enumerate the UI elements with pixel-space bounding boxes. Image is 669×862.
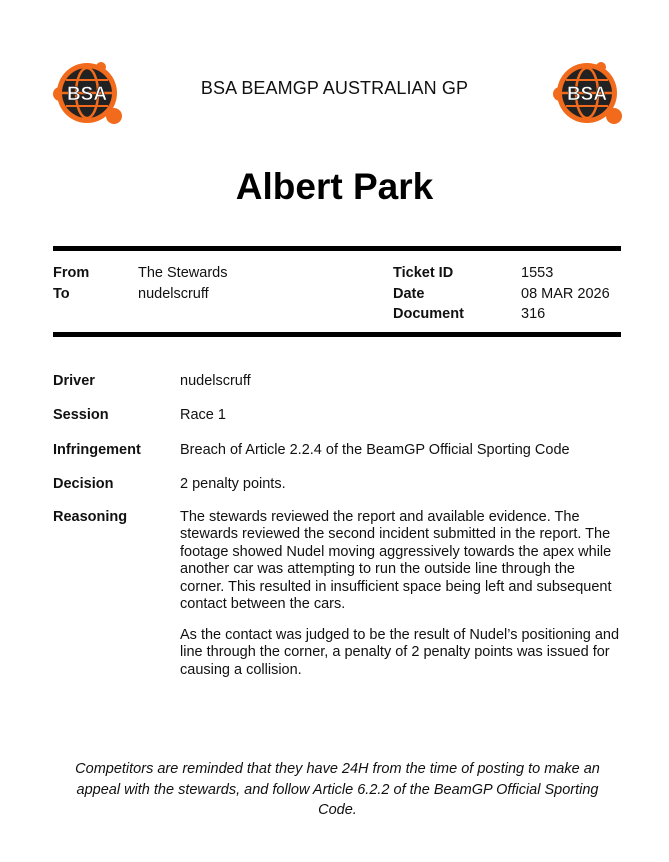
top-divider <box>53 246 621 251</box>
date-row <box>393 284 610 305</box>
driver-label: Driver <box>53 373 95 389</box>
decision-row <box>53 476 621 509</box>
logo-text: BSA <box>566 84 608 105</box>
document-value: 316 <box>521 306 546 322</box>
to-row <box>53 284 227 305</box>
ticket-from-to <box>53 263 227 304</box>
reasoning-paragraph-2: As the contact was judged to be the result of Nudel’s positioning and line through the corner, a penalty of 2 penalty points was issued for causing a collision. <box>180 626 620 678</box>
document-row <box>393 304 610 325</box>
decision-value: 2 penalty points. <box>180 475 286 492</box>
decision-label: Decision <box>53 475 114 492</box>
driver-row <box>53 373 621 407</box>
reasoning-row <box>53 509 621 693</box>
infringement-label: Infringement <box>53 441 141 458</box>
appeal-notice: Competitors are reminded that they have 24H from the time of posting to make an appeal with the stewards, and follow Article 6.2.2 of the BeamGP Official Sporting Code. <box>75 761 600 818</box>
ticket-id-value: 1553 <box>521 265 554 281</box>
logo-text: BSA <box>66 84 108 105</box>
reasoning-label: Reasoning <box>53 508 128 525</box>
reasoning-text <box>180 509 621 693</box>
reasoning-paragraph-1: The stewards reviewed the report and available evidence. The stewards reviewed the second incident submitted in the report. The footage showed Nudel moving aggressively towards the apex while another car was attempting to run the outside line through the corner. This resulted in insufficient space being left and subsequent contact between the cars. <box>180 508 612 612</box>
decision-details <box>53 373 621 692</box>
infringement-row <box>53 442 621 476</box>
venue-title: Albert Park <box>235 166 434 207</box>
document-label: Document <box>393 306 464 322</box>
from-row <box>53 263 227 284</box>
to-value: nudelscruff <box>138 285 209 302</box>
session-label: Session <box>53 407 109 423</box>
ticket-meta <box>393 263 610 325</box>
infringement-value: Breach of Article 2.2.4 of the BeamGP Official Sporting Code <box>180 441 570 458</box>
event-title: BSA BEAMGP AUSTRALIAN GP <box>200 78 469 98</box>
from-label: From <box>53 265 90 281</box>
date-label: Date <box>393 285 425 302</box>
session-row <box>53 407 621 442</box>
from-value: The Stewards <box>138 265 228 281</box>
session-value: Race 1 <box>180 407 226 423</box>
to-label: To <box>53 285 70 302</box>
bottom-divider <box>53 332 621 337</box>
ticket-id-row <box>393 263 610 284</box>
ticket-id-label: Ticket ID <box>393 265 454 281</box>
driver-value: nudelscruff <box>180 373 251 389</box>
date-value: 08 MAR 2026 <box>521 285 610 302</box>
